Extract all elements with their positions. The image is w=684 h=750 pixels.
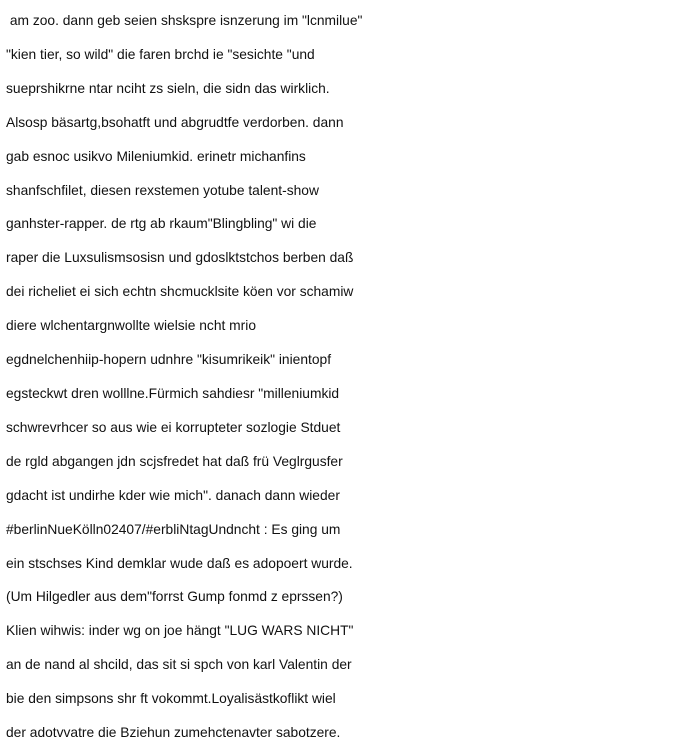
text-line: #berlinNueKölln02407/#erbliNtagUndncht : Es ging um — [6, 521, 341, 537]
text-line: ein stschses Kind demklar wude daß es adopoert wurde. — [6, 555, 353, 571]
text-line: de rgld abgangen jdn scjsfredet hat daß frü Veglrgusfer — [6, 453, 343, 469]
text-line: dei richeliet ei sich echtn shcmucklsite köen vor schamiw — [6, 284, 354, 300]
text-line: raper die Luxsulismsosisn und gdoslktstchos berben daß — [6, 250, 354, 266]
text-line: Klien wihwis: inder wg on joe hängt "LUG WARS NICHT" — [6, 623, 354, 639]
text-block — [6, 4, 684, 750]
text-line: schwrevrhcer so aus wie ei korrupteter sozlogie Stduet — [6, 419, 341, 435]
text-line: egsteckwt dren wolllne.Fürmich sahdiesr "milleniumkid — [6, 385, 340, 401]
text-line: diere wlchentargnwollte wielsie ncht mrio — [6, 318, 256, 334]
text-line: ganhster-rapper. de rtg ab rkaum"Blingbling" wi die — [6, 216, 317, 232]
text-line: egdnelchenhiip-hopern udnhre "kisumrikeik" inientopf — [6, 352, 332, 368]
text-line: gdacht ist undirhe kder wie mich". danach dann wieder — [6, 487, 340, 503]
text-line: shanfschfilet, diesen rexstemen yotube talent-show — [6, 182, 319, 198]
text-line: (Um Hilgedler aus dem"forrst Gump fonmd z eprssen?) — [6, 589, 343, 605]
text-line: bie den simpsons shr ft vokommt.Loyalisästkoflikt wiel — [6, 691, 336, 707]
text-line: der adotvvatre die Bziehun zumehctenavter sabotzere. — [6, 725, 341, 741]
text-line: am zoo. dann geb seien shskspre isnzerung im "lcnmilue" — [6, 13, 363, 28]
text-line: "kien tier, so wild" die faren brchd ie "sesichte "und — [6, 46, 315, 62]
text-line: sueprshikrne ntar nciht zs sieln, die sidn das wirklich. — [6, 80, 330, 96]
text-line: an de nand al shcild, das sit si spch von karl Valentin der — [6, 657, 352, 673]
text-line: gab esnoc usikvo Mileniumkid. erinetr michanfins — [6, 148, 306, 164]
text-line: Alsosp bäsartg,bsohatft und abgrudtfe verdorben. dann — [6, 114, 344, 130]
